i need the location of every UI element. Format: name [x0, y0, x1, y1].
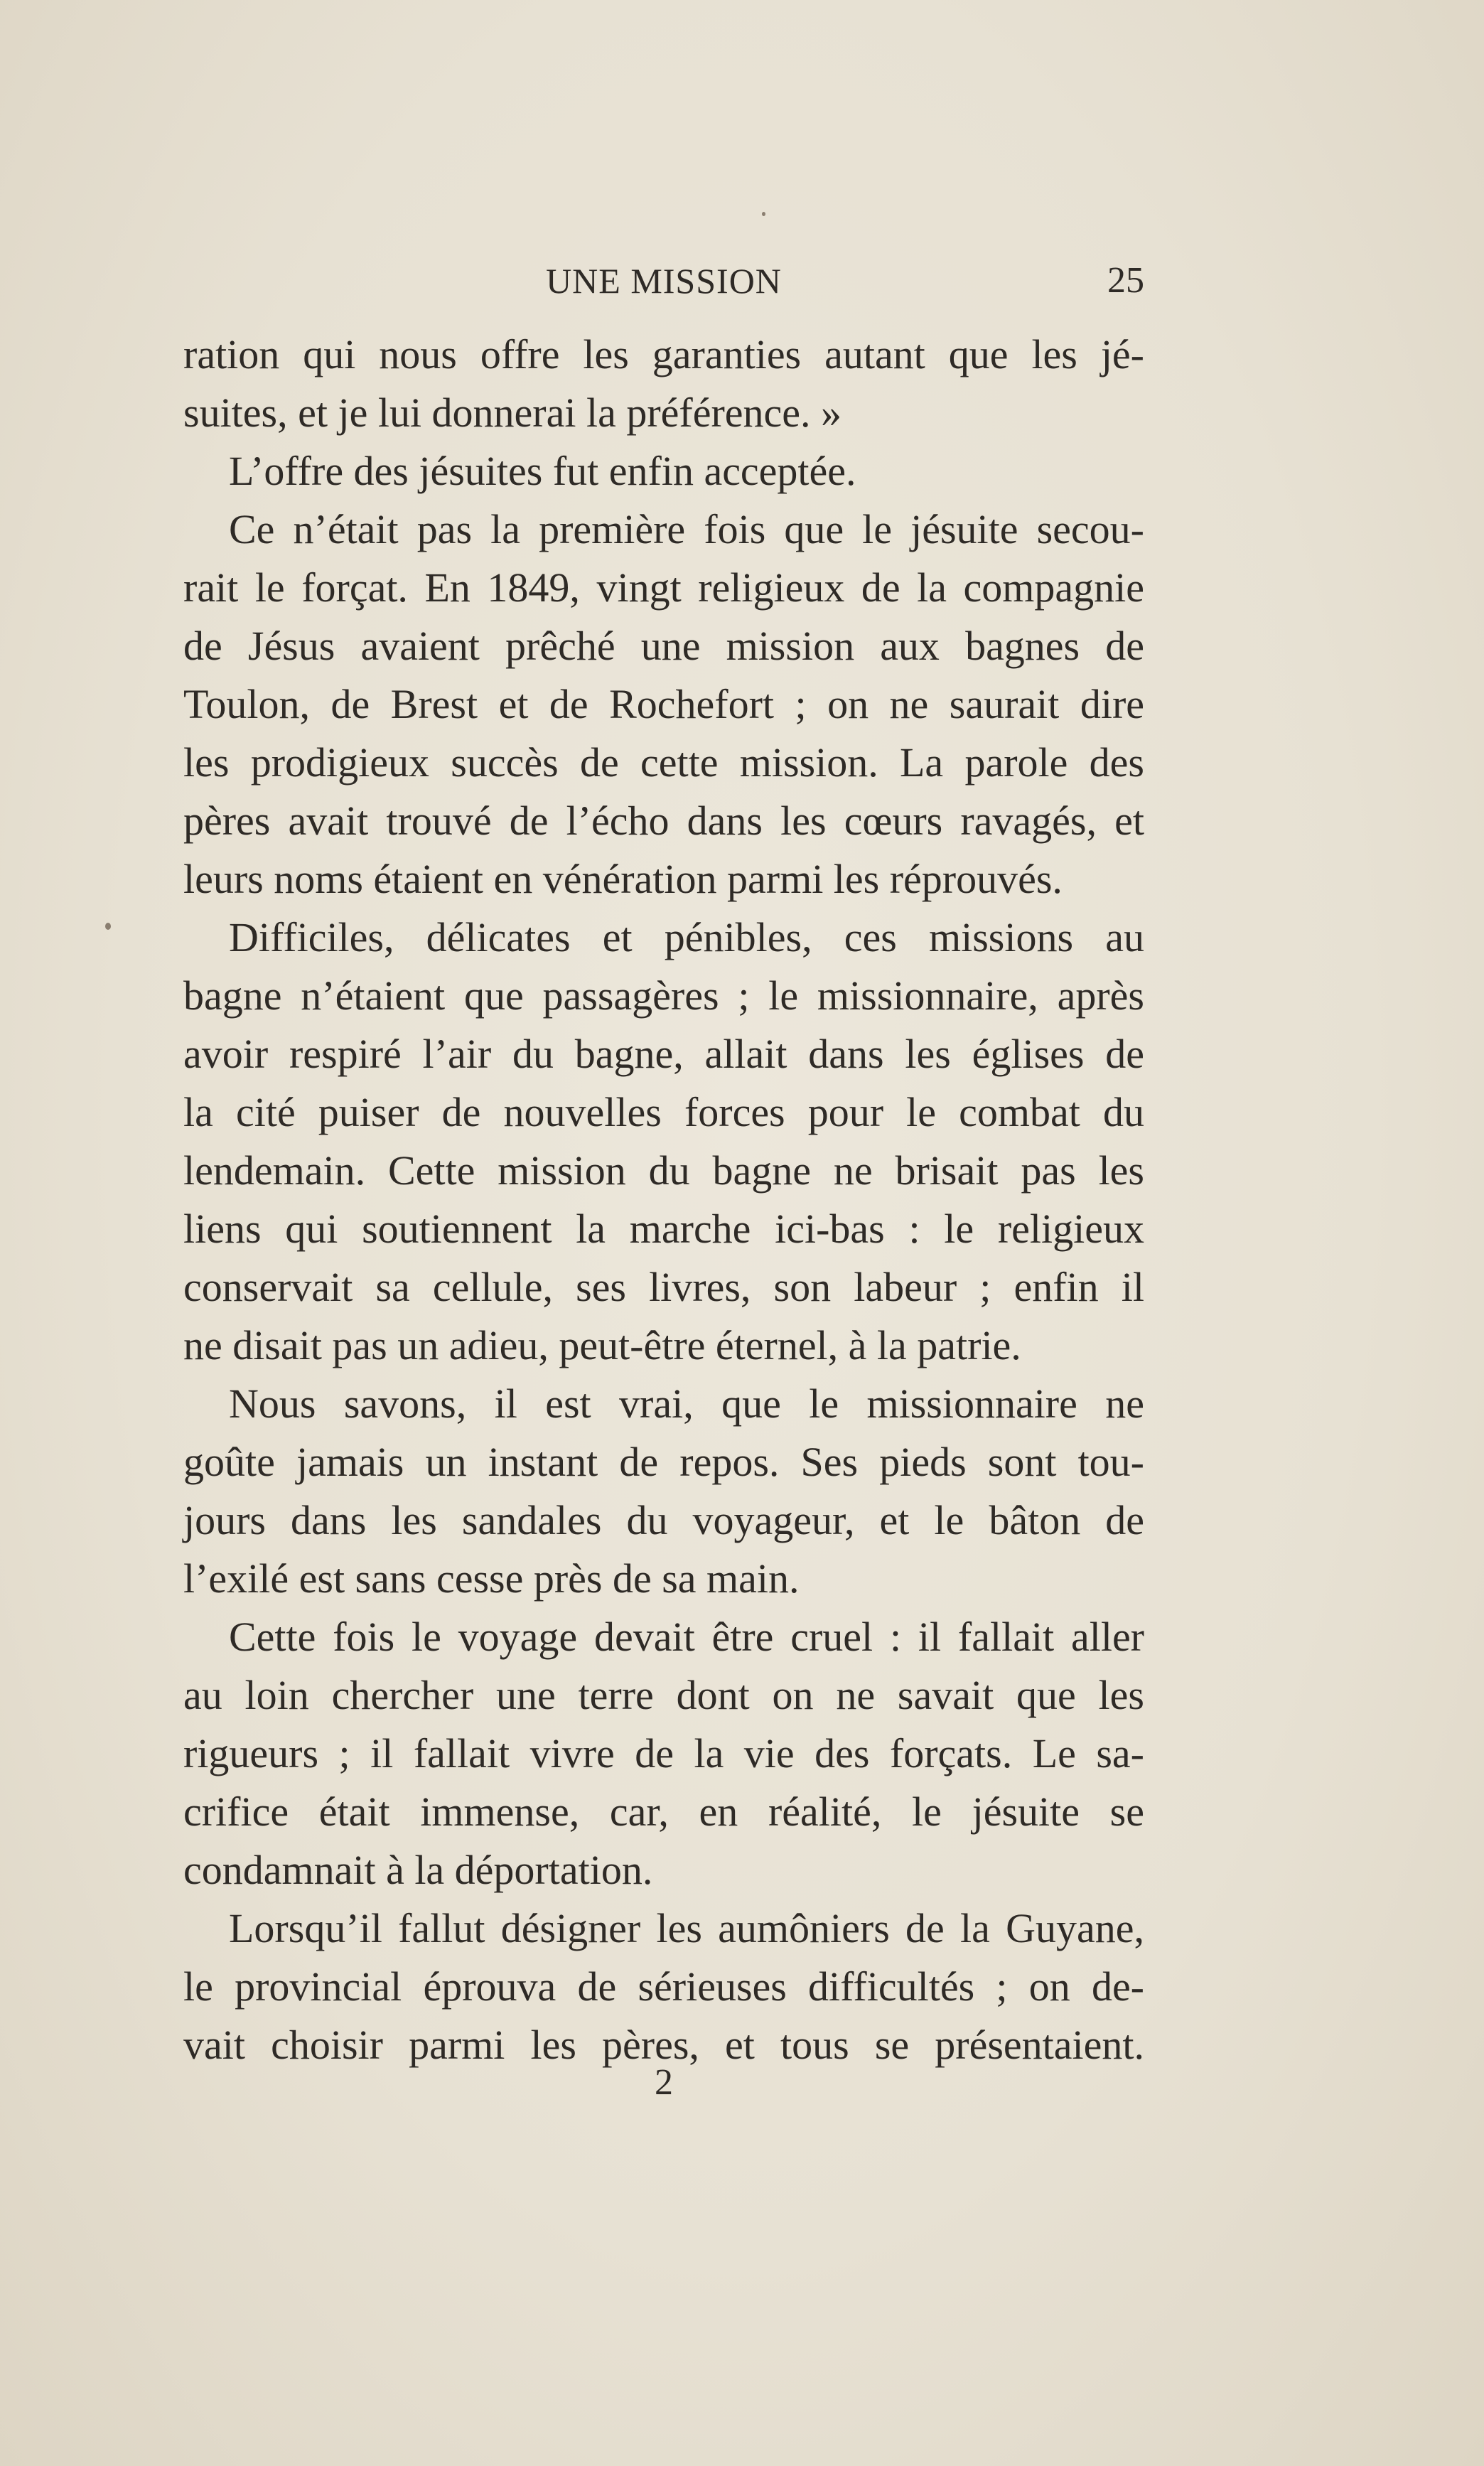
text-line: goûte jamais un instant de repos. Ses pieds sont tou-	[183, 1439, 1144, 1485]
text-line: leurs noms étaient en vénération parmi les réprouvés.	[183, 856, 1063, 902]
text-line: crifice était immense, car, en réalité, le jésuite se	[183, 1789, 1144, 1835]
text-line: suites, et je lui donnerai la préférence. »	[183, 390, 842, 436]
paper-speck	[762, 212, 765, 216]
text-line: Ce n’était pas la première fois que le jésuite secou-	[229, 506, 1144, 552]
text-line: ne disait pas un adieu, peut-être éternel, à la patrie.	[183, 1322, 1021, 1368]
running-title: UNE MISSION	[546, 261, 782, 301]
text-line: L’offre des jésuites fut enfin acceptée.	[229, 448, 856, 494]
text-line: les prodigieux succès de cette mission. La parole des	[183, 739, 1144, 786]
running-head	[183, 256, 1144, 306]
text-line: liens qui soutiennent la marche ici-bas : le religieux	[183, 1206, 1144, 1252]
paper-speck	[105, 923, 111, 930]
text-line: de Jésus avaient prêché une mission aux bagnes de	[183, 623, 1144, 669]
text-line: vait choisir parmi les pères, et tous se présentaient.	[183, 2022, 1144, 2068]
text-line: Toulon, de Brest et de Rochefort ; on ne saurait dire	[183, 681, 1144, 727]
text-line: bagne n’étaient que passagères ; le missionnaire, après	[183, 972, 1144, 1019]
text-line: l’exilé est sans cesse près de sa main.	[183, 1555, 800, 1602]
text-line: jours dans les sandales du voyageur, et le bâton de	[183, 1497, 1144, 1543]
text-line: le provincial éprouva de sérieuses difficultés ; on de-	[183, 1963, 1144, 2010]
text-line: pères avait trouvé de l’écho dans les cœurs ravagés, et	[183, 798, 1144, 844]
text-line: rait le forçat. En 1849, vingt religieux de la compagnie	[183, 564, 1144, 611]
text-line: conservait sa cellule, ses livres, son labeur ; enfin il	[183, 1264, 1144, 1310]
text-line: au loin chercher une terre dont on ne savait que les	[183, 1672, 1144, 1718]
text-line: Cette fois le voyage devait être cruel : il fallait aller	[229, 1614, 1144, 1660]
text-line: rigueurs ; il fallait vivre de la vie des forçats. Le sa-	[183, 1730, 1144, 1776]
text-line: ration qui nous offre les garanties autant que les jé-	[183, 331, 1144, 377]
text-line: Nous savons, il est vrai, que le missionnaire ne	[229, 1381, 1144, 1427]
text-line: Lorsqu’il fallut désigner les aumôniers de la Guyane,	[229, 1905, 1144, 1951]
body-text	[183, 326, 1144, 2074]
text-line: la cité puiser de nouvelles forces pour le combat du	[183, 1089, 1144, 1135]
signature-mark: 2	[655, 2062, 673, 2103]
text-line: Difficiles, délicates et pénibles, ces missions au	[229, 914, 1144, 960]
text-line: condamnait à la déportation.	[183, 1847, 653, 1893]
page-number: 25	[1107, 260, 1144, 301]
text-line: avoir respiré l’air du bagne, allait dans les églises de	[183, 1031, 1144, 1077]
text-line: lendemain. Cette mission du bagne ne brisait pas les	[183, 1147, 1144, 1194]
